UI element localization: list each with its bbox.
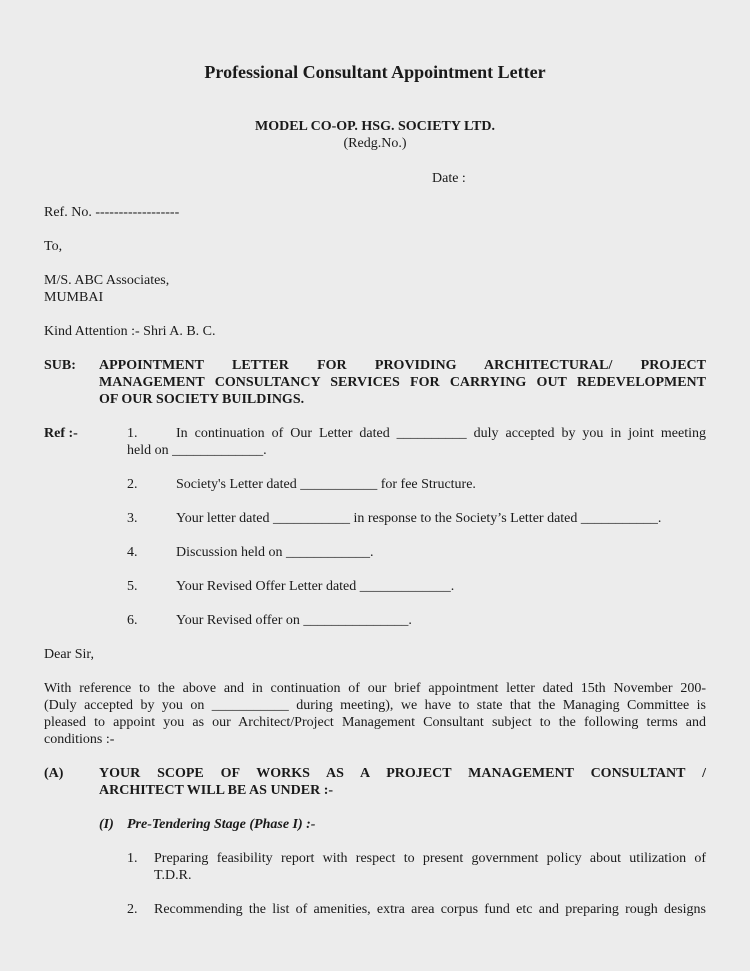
reference-item-1-line-1: In continuation of Our Letter dated __________ duly accepted by you in joint meeting	[176, 426, 706, 441]
reference-number-3: 3.	[127, 511, 138, 526]
reference-number-4: 4.	[127, 545, 138, 560]
reference-item-4: Discussion held on ____________.	[176, 545, 374, 560]
subject-line-3: OF OUR SOCIETY BUILDINGS.	[99, 392, 305, 407]
subject-line-1: APPOINTMENT LETTER FOR PROVIDING ARCHITECTURAL/ PROJECT	[99, 358, 706, 373]
reference-item-3: Your letter dated ___________ in response to the Society’s Letter dated ___________.	[176, 511, 662, 526]
phase-1-item-number-1: 1.	[127, 851, 138, 866]
body-line-4: conditions :-	[44, 732, 115, 747]
kind-attention: Kind Attention :- Shri A. B. C.	[44, 324, 216, 339]
reference-number-6: 6.	[127, 613, 138, 628]
reference-item-1-line-2: held on _____________.	[127, 443, 267, 458]
phase-1-label: (I)	[99, 817, 114, 832]
subject-label: SUB:	[44, 358, 76, 373]
registration-number: (Redg.No.)	[343, 136, 407, 151]
section-a-line-2: ARCHITECT WILL BE AS UNDER :-	[99, 783, 334, 798]
addressee-name: M/S. ABC Associates,	[44, 273, 170, 288]
reference-item-5: Your Revised Offer Letter dated _____________.	[176, 579, 455, 594]
section-a-label: (A)	[44, 766, 64, 781]
reference-number-5: 5.	[127, 579, 138, 594]
subject-line-2: MANAGEMENT CONSULTANCY SERVICES FOR CARRYING OUT REDEVELOPMENT	[99, 375, 706, 390]
reference-number-1: 1.	[127, 426, 138, 441]
body-line-3: pleased to appoint you as our Architect/Project Management Consultant subject to the following terms and	[44, 715, 706, 730]
to-line: To,	[44, 239, 63, 254]
reference-item-2: Society's Letter dated ___________ for fee Structure.	[176, 477, 476, 492]
section-a-line-1: YOUR SCOPE OF WORKS AS A PROJECT MANAGEMENT CONSULTANT /	[99, 766, 706, 781]
reference-number: Ref. No. ------------------	[44, 205, 180, 220]
body-line-2: (Duly accepted by you on ___________ during meeting), we have to state that the Managing Committee is	[44, 698, 706, 713]
phase-1-item-1-line-1: Preparing feasibility report with respect to present government policy about utilization of	[154, 851, 706, 866]
salutation: Dear Sir,	[44, 647, 94, 662]
date-label: Date :	[432, 171, 466, 186]
reference-item-6: Your Revised offer on _______________.	[176, 613, 412, 628]
phase-1-heading: Pre-Tendering Stage (Phase I) :-	[127, 817, 316, 832]
document-title: Professional Consultant Appointment Letter	[204, 62, 546, 82]
phase-1-item-number-2: 2.	[127, 902, 138, 917]
reference-number-2: 2.	[127, 477, 138, 492]
addressee-city: MUMBAI	[44, 290, 104, 305]
society-name: MODEL CO-OP. HSG. SOCIETY LTD.	[254, 119, 495, 134]
body-line-1: With reference to the above and in continuation of our brief appointment letter dated 15th November 200-	[44, 681, 706, 696]
phase-1-item-2-line-1: Recommending the list of amenities, extra area corpus fund etc and preparing rough designs	[154, 902, 706, 917]
phase-1-item-1-line-2: T.D.R.	[154, 868, 192, 883]
references-label: Ref :-	[44, 426, 78, 441]
